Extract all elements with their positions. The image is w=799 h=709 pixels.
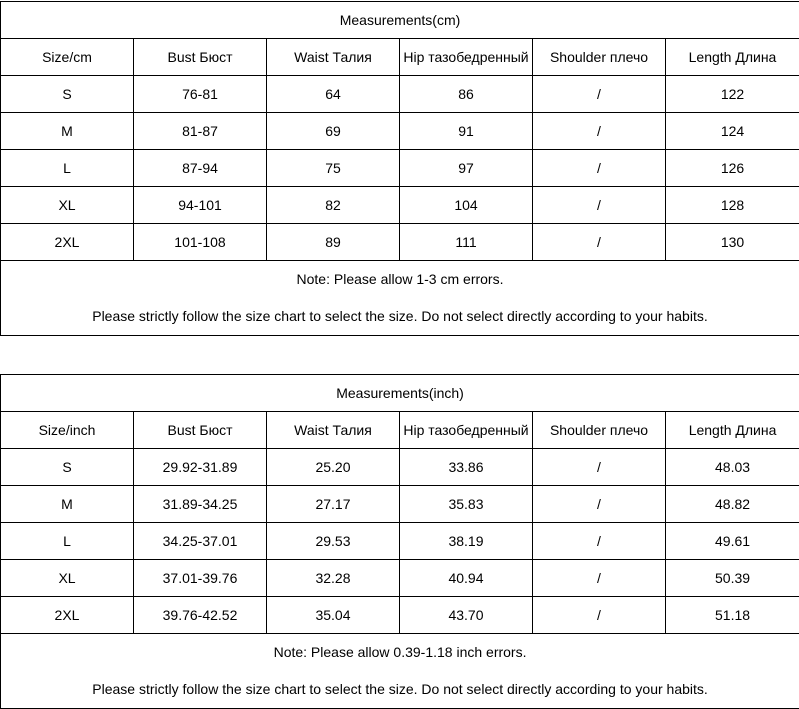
table-cell: 76-81 (134, 76, 267, 113)
column-header: Waist Талия (267, 412, 400, 449)
column-header: Size/cm (1, 39, 134, 76)
column-header: Hip тазобедренный (400, 39, 533, 76)
table-cell: M (1, 113, 134, 150)
table-cell: 82 (267, 187, 400, 224)
table-row (1, 449, 799, 486)
notes-cell (1, 634, 799, 709)
table-cell: 37.01-39.76 (134, 560, 267, 597)
size-advice-note: Please strictly follow the size chart to select the size. Do not select directly according to your habits. (1, 298, 799, 335)
table-cell: 29.53 (267, 523, 400, 560)
table-cell: 39.76-42.52 (134, 597, 267, 634)
table-cell: XL (1, 560, 134, 597)
header-row (1, 412, 799, 449)
table-cell: 34.25-37.01 (134, 523, 267, 560)
table-title: Measurements(cm) (1, 2, 799, 39)
table-cell: / (533, 224, 666, 261)
table-cell: 64 (267, 76, 400, 113)
table-cell: 122 (666, 76, 799, 113)
table-cell: 31.89-34.25 (134, 486, 267, 523)
table-cell: / (533, 150, 666, 187)
table-cell: / (533, 76, 666, 113)
error-note: Note: Please allow 0.39-1.18 inch errors. (1, 634, 799, 671)
table-cell: 38.19 (400, 523, 533, 560)
table-row (1, 76, 799, 113)
table-cell: 51.18 (666, 597, 799, 634)
table-cell: / (533, 523, 666, 560)
table-cell: 69 (267, 113, 400, 150)
notes-cell (1, 261, 799, 336)
table-row (1, 113, 799, 150)
table-cell: S (1, 76, 134, 113)
table-cell: / (533, 187, 666, 224)
column-header: Waist Талия (267, 39, 400, 76)
column-header: Length Длина (666, 39, 799, 76)
table-row (1, 150, 799, 187)
table-cell: 87-94 (134, 150, 267, 187)
table-row (1, 560, 799, 597)
error-note: Note: Please allow 1-3 cm errors. (1, 261, 799, 298)
table-cell: / (533, 597, 666, 634)
table-cell: M (1, 486, 134, 523)
table-cell: / (533, 560, 666, 597)
column-header: Hip тазобедренный (400, 412, 533, 449)
table-cell: 43.70 (400, 597, 533, 634)
table-cell: 91 (400, 113, 533, 150)
table-cell: 128 (666, 187, 799, 224)
column-header: Bust Бюст (134, 39, 267, 76)
table-cell: 104 (400, 187, 533, 224)
table-cell: 48.82 (666, 486, 799, 523)
table-cell: XL (1, 187, 134, 224)
column-header: Length Длина (666, 412, 799, 449)
size-chart-cm-table (0, 1, 799, 336)
column-header: Bust Бюст (134, 412, 267, 449)
table-row (1, 224, 799, 261)
table-cell: 49.61 (666, 523, 799, 560)
table-row (1, 486, 799, 523)
size-chart-inch-table (0, 374, 799, 709)
table-cell: 97 (400, 150, 533, 187)
table-title: Measurements(inch) (1, 375, 799, 412)
table-cell: S (1, 449, 134, 486)
table-cell: 35.83 (400, 486, 533, 523)
table-cell: 2XL (1, 597, 134, 634)
table-cell: 40.94 (400, 560, 533, 597)
table-cell: 94-101 (134, 187, 267, 224)
column-header: Shoulder плечо (533, 39, 666, 76)
table-cell: / (533, 449, 666, 486)
table-cell: 86 (400, 76, 533, 113)
header-row (1, 39, 799, 76)
table-cell: 89 (267, 224, 400, 261)
size-advice-note: Please strictly follow the size chart to select the size. Do not select directly according to your habits. (1, 671, 799, 708)
column-header: Shoulder плечо (533, 412, 666, 449)
table-cell: L (1, 523, 134, 560)
table-cell: 27.17 (267, 486, 400, 523)
table-row (1, 187, 799, 224)
table-cell: 2XL (1, 224, 134, 261)
column-header: Size/inch (1, 412, 134, 449)
table-cell: 32.28 (267, 560, 400, 597)
table-cell: 101-108 (134, 224, 267, 261)
table-cell: 124 (666, 113, 799, 150)
table-cell: 50.39 (666, 560, 799, 597)
table-cell: 81-87 (134, 113, 267, 150)
table-cell: 75 (267, 150, 400, 187)
table-cell: / (533, 486, 666, 523)
table-row (1, 597, 799, 634)
table-cell: 33.86 (400, 449, 533, 486)
table-row (1, 523, 799, 560)
table-cell: 111 (400, 224, 533, 261)
table-cell: / (533, 113, 666, 150)
table-cell: 126 (666, 150, 799, 187)
table-cell: 35.04 (267, 597, 400, 634)
table-cell: 29.92-31.89 (134, 449, 267, 486)
table-cell: L (1, 150, 134, 187)
table-cell: 130 (666, 224, 799, 261)
table-cell: 48.03 (666, 449, 799, 486)
table-cell: 25.20 (267, 449, 400, 486)
